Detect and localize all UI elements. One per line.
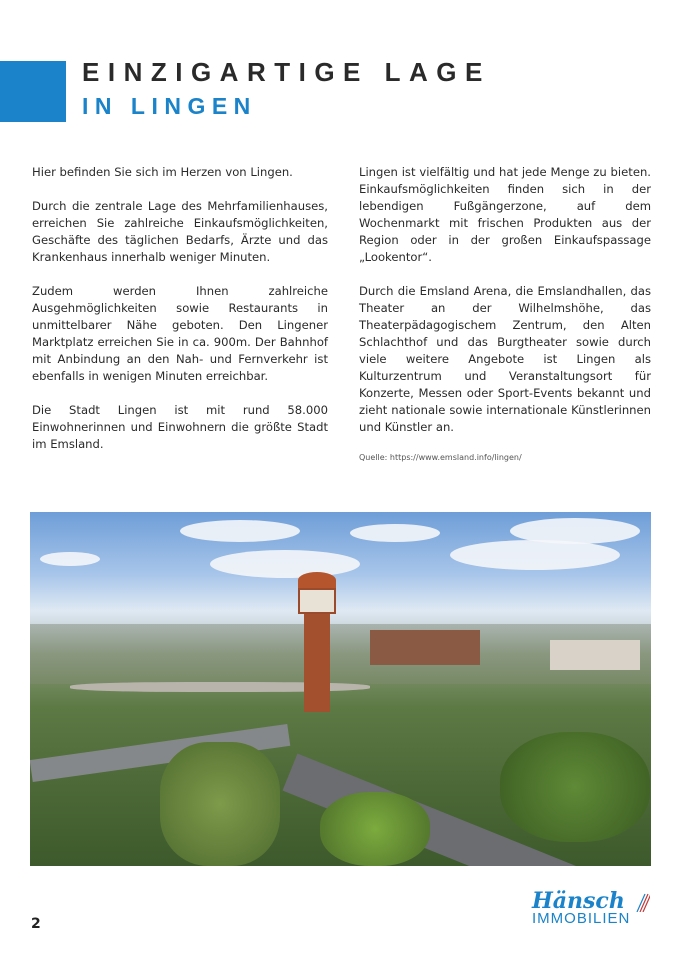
page-subtitle: IN LINGEN <box>82 93 257 119</box>
page-title: EINZIGARTIGE LAGE <box>82 57 491 87</box>
right-text-column <box>359 164 651 466</box>
paragraph: Hier befinden Sie sich im Herzen von Lingen. <box>32 165 293 179</box>
source-citation: Quelle: https://www.emsland.info/lingen/ <box>359 453 522 462</box>
accent-bar <box>0 61 66 122</box>
logo-slashes-icon <box>632 892 650 912</box>
paragraph: Durch die Emsland Arena, die Emslandhallen, das Theater an der Wilhelmshöhe, das Theaterpädagogischem Zentrum, den Alten Schlachthof und das Burgtheater sowie durch viele weitere Angebote ist Lingen als Kulturzentrum und Veranstaltungsort für Konzerte, Messen oder Sport-Events bekannt und zieht nationale sowie internationale Künstlerinnen und Künstler an. <box>359 284 651 434</box>
lingen-aerial-photo <box>30 512 651 866</box>
haensch-immobilien-logo <box>532 888 630 927</box>
left-text-column <box>32 164 328 470</box>
paragraph: Lingen ist vielfältig und hat jede Menge zu bieten. Einkaufsmöglichkeiten finden sich in der lebendigen Fußgängerzone, auf dem Wochenmarkt mit frischen Produkten aus der Region oder in der großen Einkaufspassage „Lookentor“. <box>359 165 651 264</box>
paragraph: Durch die zentrale Lage des Mehrfamilienhauses, erreichen Sie zahlreiche Einkaufsmöglichkeiten, Geschäfte des täglichen Bedarfs, Ärzte und das Krankenhaus innerhalb weniger Minuten. <box>32 199 328 264</box>
water-tower <box>298 572 336 712</box>
page-number: 2 <box>31 916 41 932</box>
logo-name: Hänsch <box>532 888 625 914</box>
paragraph: Zudem werden Ihnen zahlreiche Ausgehmöglichkeiten sowie Restaurants in unmittelbarer Nähe geboten. Den Lingener Marktplatz erreichen Sie in ca. 900m. Der Bahnhof mit Anbindung an den Nah- und Fernverkehr ist ebenfalls in wenigen Minuten erreichbar. <box>32 284 328 383</box>
logo-sub: IMMOBILIEN <box>532 910 631 927</box>
paragraph: Die Stadt Lingen ist mit rund 58.000 Einwohnerinnen und Einwohnern die größte Stadt im Emsland. <box>32 403 328 451</box>
